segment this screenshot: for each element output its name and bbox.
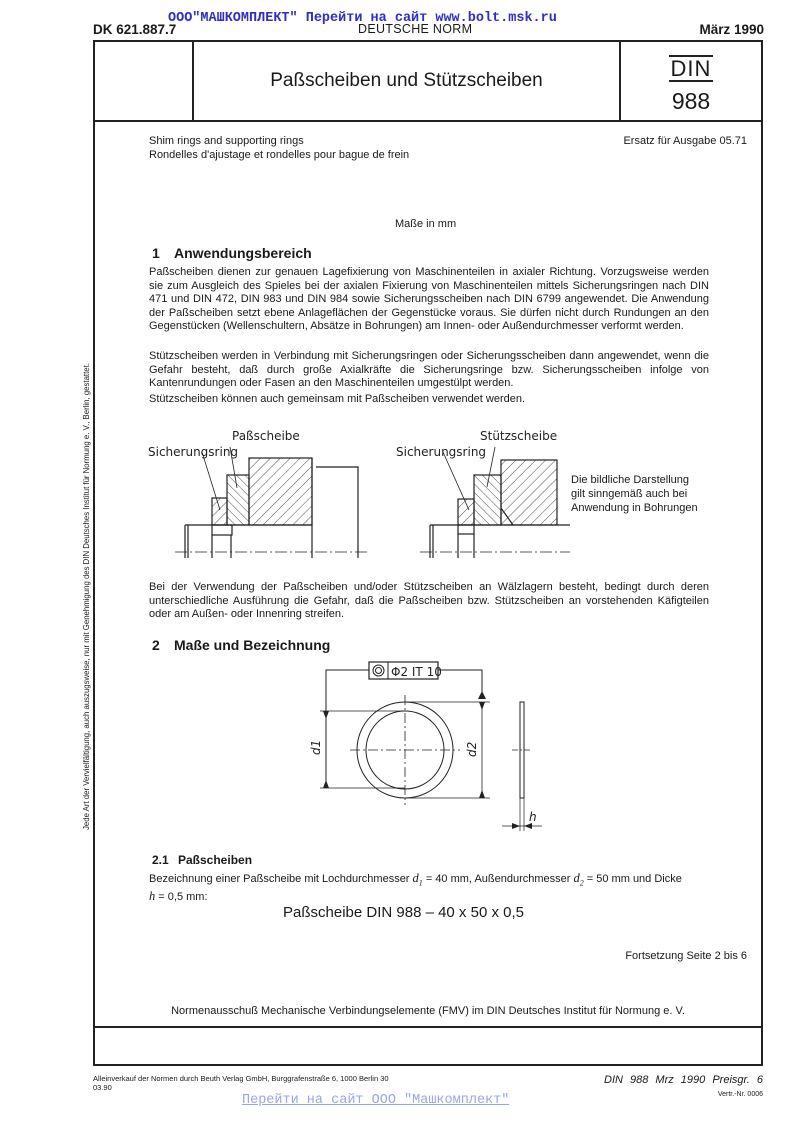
note-line: Anwendung in Bohrungen xyxy=(571,502,698,514)
text: = 0,5 mm: xyxy=(155,891,208,904)
print-code: 03.90 xyxy=(93,1083,112,1092)
text: Bezeichnung einer Paßscheibe mit Lochdurchmesser xyxy=(149,873,413,885)
paragraph: Paßscheiben dienen zur genauen Lagefixierung von Maschinenteilen in axialer Richtung. Vorzugsweise werden sie zum Ausgleich des Spieles bei der axialen Fixierung von Maschinenteilen mittels Sicherungsringen nach DIN 471 und DIN 472, DIN 983 und DIN 984 sowie Sicherungsscheiben nach DIN 6799 angewendet. Die Anwendung der Paßscheiben setzt ebene Anlageflächen der Gegenstücke voraus. Sie dürfen nicht durch Rundungen an den Gegenstücken (Wellenschultern, Absätze in Bohrungen) am Innen- oder Außendurchmesser verformt werden. xyxy=(149,266,709,333)
din-logo: DIN xyxy=(670,56,712,81)
section-1-heading xyxy=(152,245,312,261)
din-block xyxy=(621,40,761,122)
var-h: h xyxy=(149,889,156,904)
din-number: 988 xyxy=(671,88,711,114)
section-title: Maße und Bezeichnung xyxy=(174,637,331,653)
dk-number: DK 621.887.7 xyxy=(93,22,177,37)
continuation-note: Fortsetzung Seite 2 bis 6 xyxy=(625,950,747,962)
committee-line: Normenausschuß Mechanische Verbindungselemente (FMV) im DIN Deutsches Institut für Normung e. V. xyxy=(171,1005,685,1017)
dim-d2: d2 xyxy=(465,741,479,757)
section-title: Paßscheiben xyxy=(178,853,253,867)
dim-d1: d1 xyxy=(309,739,323,755)
dim-h: h xyxy=(529,810,537,824)
figure-note xyxy=(571,473,698,515)
section-number: 2.1 xyxy=(152,853,169,867)
divider xyxy=(93,1026,763,1028)
watermark-link-top[interactable]: ООО"МАШКОМПЛЕКТ" Перейти на сайт www.bolt.msk.ru xyxy=(168,11,557,26)
label-stuetzscheibe: Stützscheibe xyxy=(480,429,558,443)
var-d1: $d_1$ xyxy=(412,871,423,888)
label-sicherungsring: Sicherungsring xyxy=(148,445,239,459)
section-2-heading xyxy=(152,637,330,653)
norm-label: DEUTSCHE NORM xyxy=(358,22,473,36)
text: = 40 mm, Außendurchmesser xyxy=(422,873,574,885)
section-2-1-heading xyxy=(152,853,252,867)
var-d2: $d_2$ xyxy=(573,871,584,888)
label-passscheibe: Paßscheibe xyxy=(232,429,300,443)
document-reference: DIN 988 Mrz 1990 Preisgr. 6 xyxy=(604,1074,763,1086)
text: = 50 mm und Dicke xyxy=(583,873,682,885)
watermark-link-bottom[interactable]: Перейти на сайт ООО "Машкомплект" xyxy=(242,1093,510,1108)
replacement-note: Ersatz für Ausgabe 05.71 xyxy=(623,135,747,147)
copyright-notice: Jede Art der Vervielfältigung, auch auszugsweise, nur mit Genehmigung des DIN Deutsches Institut für Normung e. V., Berlin, gestattet. xyxy=(82,363,91,830)
shim-ring-dimension-drawing xyxy=(290,655,550,835)
note-line: gilt sinngemäß auch bei xyxy=(571,488,688,500)
issue-date: März 1990 xyxy=(699,22,764,37)
paragraph: Bei der Verwendung der Paßscheiben und/oder Stützscheiben an Wälzlagern besteht, bedingt durch deren unterschiedliche Ausführung die Gefahr, daß die Paßscheiben bzw. Stützscheiben an vorstehenden Käfigteilen oder am Außen- oder Innenring streifen. xyxy=(149,581,709,621)
paragraph: Stützscheiben können auch gemeinsam mit Paßscheiben verwendet werden. xyxy=(149,393,526,405)
english-title: Shim rings and supporting rings xyxy=(149,135,304,147)
document-title: Paßscheiben und Stützscheiben xyxy=(270,70,543,91)
tolerance-value: Φ2 IT 10 xyxy=(391,665,442,679)
note-line: Die bildliche Darstellung xyxy=(571,474,690,486)
designation-example: Paßscheibe DIN 988 – 40 x 50 x 0,5 xyxy=(283,904,524,921)
french-title: Rondelles d'ajustage et rondelles pour bague de frein xyxy=(149,149,410,161)
installation-drawing xyxy=(130,420,570,570)
label-sicherungsring: Sicherungsring xyxy=(396,445,487,459)
section-number: 2 xyxy=(152,637,160,653)
section-number: 1 xyxy=(152,245,160,261)
publisher: Alleinverkauf der Normen durch Beuth Verlag GmbH, Burggrafenstraße 6, 1000 Berlin 30 xyxy=(93,1074,389,1083)
distribution-number: Vertr.-Nr. 0006 xyxy=(717,1091,763,1098)
publisher-note xyxy=(93,1074,389,1092)
units-note: Maße in mm xyxy=(395,218,457,230)
designation-paragraph xyxy=(149,872,719,905)
section-title: Anwendungsbereich xyxy=(174,245,312,261)
paragraph: Stützscheiben werden in Verbindung mit Sicherungsringen oder Sicherungsscheiben dann angewendet, wenn die Gefahr besteht, daß durch große Axialkräfte die Sicherungsringe bzw. Sicherungsscheiben infolge von Kantenrundungen oder Fasen an den Maschinenteilen umgestülpt werden. xyxy=(149,350,709,390)
